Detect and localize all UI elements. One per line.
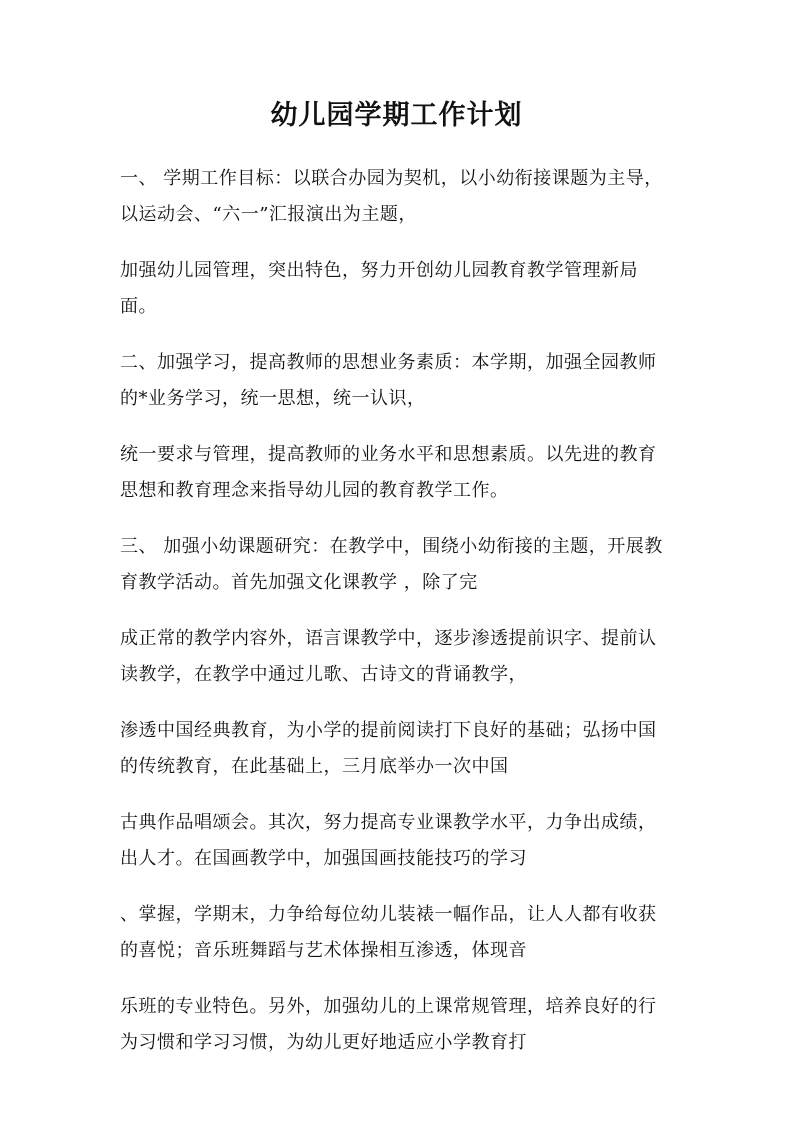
text-line: 三、 加强小幼课题研究：在教学中，围绕小幼衔接的主题，开展教 — [120, 536, 663, 557]
paragraph-10 — [120, 989, 680, 1061]
text-line: 的喜悦；音乐班舞蹈与艺术体操相互渗透，体现音 — [120, 940, 527, 961]
paragraph-6 — [120, 621, 680, 693]
paragraph-5 — [120, 529, 680, 601]
paragraph-2 — [120, 253, 680, 325]
text-line: 加强幼儿园管理，突出特色，努力开创幼儿园教育教学管理新局 — [120, 260, 638, 281]
text-line: 读教学，在教学中通过儿歌、古诗文的背诵教学， — [120, 664, 527, 685]
document-title: 幼儿园学期工作计划 — [270, 100, 523, 131]
text-line: 乐班的专业特色。另外，加强幼儿的上课常规管理，培养良好的行 — [120, 996, 657, 1017]
paragraph-1 — [120, 161, 680, 233]
paragraph-9 — [120, 897, 680, 969]
paragraph-4 — [120, 437, 680, 509]
text-line: 的传统教育，在此基础上，三月底举办一次中国 — [120, 756, 509, 777]
text-line: 面。 — [120, 296, 157, 317]
paragraph-8 — [120, 805, 680, 877]
text-line: 以运动会、“六一”汇报演出为主题， — [120, 204, 417, 225]
text-line: 成正常的教学内容外，语言课教学中，逐步渗透提前识字、提前认 — [120, 628, 657, 649]
text-line: 、掌握，学期末，力争给每位幼儿装裱一幅作品，让人人都有收获 — [120, 904, 657, 925]
paragraph-7 — [120, 713, 680, 785]
document-body — [120, 161, 680, 1081]
paragraph-3 — [120, 345, 680, 417]
text-line: 渗透中国经典教育，为小学的提前阅读打下良好的基础；弘扬中国 — [120, 720, 657, 741]
text-line: 思想和教育理念来指导幼儿园的教育教学工作。 — [120, 480, 509, 501]
text-line: 一、 学期工作目标：以联合办园为契机，以小幼衔接课题为主导， — [120, 168, 663, 189]
text-line: 的*业务学习，统一思想，统一认识， — [120, 388, 426, 409]
text-line: 出人才。在国画教学中，加强国画技能技巧的学习 — [120, 848, 527, 869]
text-line: 统一要求与管理，提高教师的业务水平和思想素质。以先进的教育 — [120, 444, 657, 465]
text-line: 二、加强学习，提高教师的思想业务素质：本学期，加强全园教师 — [120, 352, 657, 373]
text-line: 为习惯和学习习惯，为幼儿更好地适应小学教育打 — [120, 1032, 527, 1053]
text-line: 古典作品唱颂会。其次，努力提高专业课教学水平，力争出成绩， — [120, 812, 657, 833]
text-line: 育教学活动。首先加强文化课教学 ，除了完 — [120, 572, 478, 593]
